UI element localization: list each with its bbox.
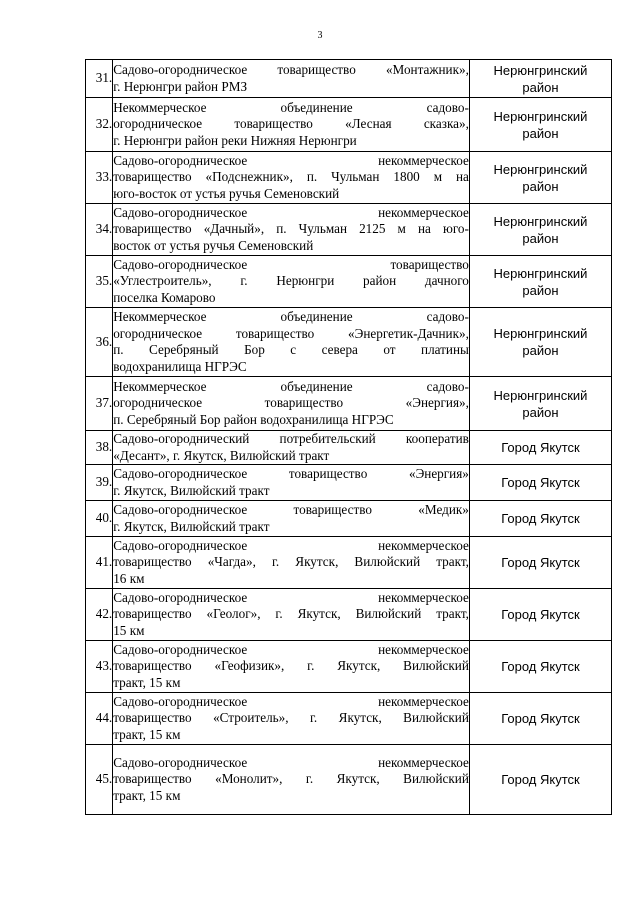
description-line: поселка Комарово — [113, 289, 216, 305]
row-number: 31. — [86, 60, 113, 98]
description-line: огородническое товарищество «Энергетик-Дачник», — [113, 325, 469, 341]
organization-description — [113, 745, 470, 815]
region-name — [469, 98, 611, 152]
region-line: Нерюнгринский — [493, 265, 588, 281]
table-row — [86, 641, 612, 693]
region-name — [469, 501, 611, 537]
row-number: 44. — [86, 693, 113, 745]
row-number: 43. — [86, 641, 113, 693]
description-line: огородническое товарищество «Лесная сказка», — [113, 116, 469, 132]
description-line: Садово-огороднический потребительский кооператив — [113, 431, 469, 446]
description-line: Садово-огородническое некоммерческое — [113, 152, 469, 168]
description-line: Садово-огородническое товарищество «Энергия» — [113, 466, 469, 481]
table-row — [86, 377, 612, 431]
region-line: Нерюнгринский — [493, 387, 588, 403]
description-line: 15 км — [113, 622, 145, 638]
table-row — [86, 60, 612, 98]
region-name — [469, 465, 611, 501]
region-name — [469, 256, 611, 308]
region-name — [469, 377, 611, 431]
row-number: 40. — [86, 501, 113, 537]
region-name — [469, 589, 611, 641]
region-name — [469, 745, 611, 815]
organization-description — [113, 308, 470, 377]
row-number: 32. — [86, 98, 113, 152]
row-number: 34. — [86, 204, 113, 256]
description-line: тракт, 15 км — [113, 787, 181, 803]
description-line: тракт, 15 км — [113, 726, 181, 742]
region-line: Нерюнгринский — [493, 161, 588, 177]
row-number: 41. — [86, 537, 113, 589]
region-name — [469, 641, 611, 693]
table-row — [86, 589, 612, 641]
description-line: огородническое товарищество «Энергия», — [113, 395, 469, 411]
description-line: товарищество «Чагда», г. Якутск, Вилюйский тракт, — [113, 554, 469, 570]
description-line: товарищество «Строитель», г. Якутск, Вилюйский — [113, 710, 469, 726]
organization-description — [113, 431, 470, 465]
row-number: 33. — [86, 152, 113, 204]
description-line: Некоммерческое объединение садово- — [113, 309, 469, 324]
region-line: Город Якутск — [501, 555, 580, 570]
description-line: Садово-огородническое некоммерческое — [113, 204, 469, 220]
region-name — [469, 308, 611, 377]
description-line: г. Якутск, Вилюйский тракт — [113, 518, 270, 534]
region-line: Город Якутск — [501, 659, 580, 674]
description-line: п. Серебряный Бор с севера от платины — [113, 342, 469, 357]
row-number: 36. — [86, 308, 113, 377]
table-row — [86, 693, 612, 745]
page-number: 3 — [317, 30, 323, 41]
region-name — [469, 204, 611, 256]
table-row — [86, 431, 612, 465]
organization-description — [113, 537, 470, 589]
table-row — [86, 98, 612, 152]
region-line: Город Якутск — [501, 711, 580, 726]
table-body — [86, 60, 612, 815]
organization-description — [113, 256, 470, 308]
region-line: Город Якутск — [501, 772, 580, 787]
organization-description — [113, 377, 470, 431]
description-line: Садово-огородническое некоммерческое — [113, 754, 469, 770]
table-row — [86, 308, 612, 377]
description-line: товарищество «Геофизик», г. Якутск, Вилюйский — [113, 658, 469, 674]
region-line: Город Якутск — [501, 475, 580, 490]
description-line: Садово-огородническое некоммерческое — [113, 641, 469, 657]
table-row — [86, 745, 612, 815]
region-line: Нерюнгринский — [493, 326, 588, 341]
description-line: Садово-огородническое товарищество «Монтажник», — [113, 62, 469, 77]
region-line: Нерюнгринский — [493, 62, 588, 78]
row-number: 45. — [86, 745, 113, 815]
organization-description — [113, 98, 470, 152]
region-line: район — [522, 343, 559, 358]
region-name — [469, 537, 611, 589]
region-line: район — [522, 404, 559, 420]
row-number: 38. — [86, 431, 113, 465]
table-row — [86, 465, 612, 501]
region-name — [469, 60, 611, 98]
row-number: 37. — [86, 377, 113, 431]
description-line: Садово-огородническое некоммерческое — [113, 537, 469, 553]
description-line: Некоммерческое объединение садово- — [113, 378, 469, 394]
region-line: Нерюнгринский — [493, 108, 588, 124]
description-line: товарищество «Подснежник», п. Чульман 1800 м на — [113, 169, 469, 185]
row-number: 39. — [86, 465, 113, 501]
region-line: район — [522, 282, 559, 298]
region-line: район — [522, 125, 559, 141]
organization-description — [113, 641, 470, 693]
region-name — [469, 431, 611, 465]
region-name — [469, 152, 611, 204]
organization-description — [113, 589, 470, 641]
description-line: Садово-огородническое некоммерческое — [113, 693, 469, 709]
description-line: Садово-огородническое товарищество — [113, 256, 469, 272]
region-line: район — [522, 79, 559, 95]
region-line: Город Якутск — [501, 607, 580, 622]
description-line: товарищество «Геолог», г. Якутск, Вилюйский тракт, — [113, 606, 469, 622]
region-line: район — [522, 178, 559, 194]
organization-description — [113, 60, 470, 98]
description-line: тракт, 15 км — [113, 674, 181, 690]
description-line: г. Нерюнгри район реки Нижняя Нерюнгри — [113, 132, 357, 148]
description-line: водохранилища НГРЭС — [113, 358, 247, 374]
description-line: п. Серебряный Бор район водохранилища НГРЭС — [113, 411, 394, 427]
description-line: г. Якутск, Вилюйский тракт — [113, 482, 270, 498]
row-number: 35. — [86, 256, 113, 308]
description-line: товарищество «Монолит», г. Якутск, Вилюйский — [113, 771, 469, 787]
organization-description — [113, 204, 470, 256]
description-line: «Десант», г. Якутск, Вилюйский тракт — [113, 447, 330, 463]
registry-table — [85, 59, 612, 815]
organization-description — [113, 152, 470, 204]
description-line: Садово-огородническое некоммерческое — [113, 589, 469, 605]
region-line: Нерюнгринский — [493, 213, 588, 229]
region-line: Город Якутск — [501, 440, 580, 455]
region-line: Город Якутск — [501, 511, 580, 526]
description-line: «Углестроитель», г. Нерюнгри район дачного — [113, 273, 469, 289]
description-line: товарищество «Дачный», п. Чульман 2125 м на юго- — [113, 221, 469, 237]
table-row — [86, 204, 612, 256]
organization-description — [113, 501, 470, 537]
organization-description — [113, 693, 470, 745]
description-line: Садово-огородническое товарищество «Медик» — [113, 502, 469, 517]
description-line: г. Нерюнгри район РМЗ — [113, 78, 248, 94]
description-line: юго-восток от устья ручья Семеновский — [113, 185, 340, 201]
row-number: 42. — [86, 589, 113, 641]
region-line: район — [522, 230, 559, 246]
table-row — [86, 152, 612, 204]
organization-description — [113, 465, 470, 501]
region-name — [469, 693, 611, 745]
description-line: 16 км — [113, 570, 145, 586]
description-line: восток от устья ручья Семеновский — [113, 237, 314, 253]
table-row — [86, 256, 612, 308]
table-row — [86, 501, 612, 537]
table-row — [86, 537, 612, 589]
description-line: Некоммерческое объединение садово- — [113, 99, 469, 115]
